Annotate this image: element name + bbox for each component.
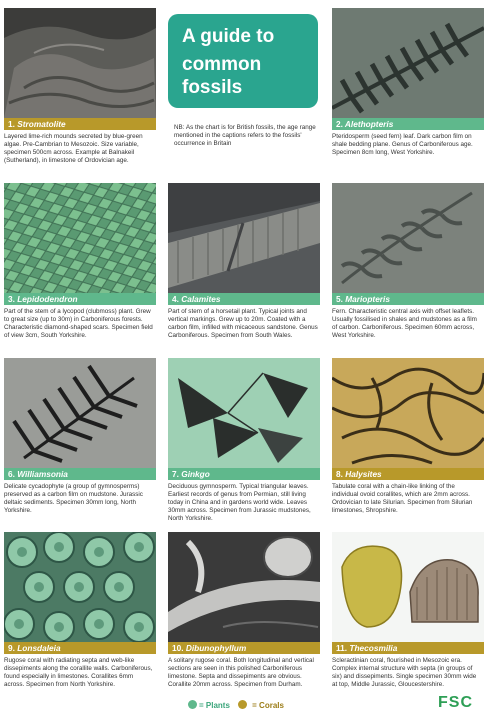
- fossil-card-halysites: [332, 358, 484, 515]
- fossil-description: Delicate cycadophyte (a group of gymnosperms) preserved as a carbon film on mudstone. Jurassic deltaic sediments. Specimen 30mm long, North Yorkshire.: [4, 483, 143, 514]
- fossil-name: Dibunophyllum: [185, 643, 247, 653]
- fossil-card-mariopteris: [332, 183, 484, 340]
- fossil-photo-thecosmilia: [332, 532, 484, 642]
- fossil-name: Alethopteris: [344, 119, 394, 129]
- plants-dot-icon: [188, 700, 197, 709]
- fossil-name: Halysites: [345, 469, 382, 479]
- title-line-3: fossils: [182, 77, 243, 98]
- fossil-number: 2.: [336, 119, 343, 129]
- fossil-number: 3.: [8, 294, 15, 304]
- title-box: [168, 14, 318, 108]
- fossil-description: Pteridosperm (seed fern) leaf. Dark carbon film on shale bedding plane. Genus of Carboniferous age. Specimen 8cm long, West Yorkshire.: [332, 133, 473, 156]
- fossil-photo-alethopteris: [332, 8, 484, 118]
- fossil-description: Part of the stem of a lycopod (clubmoss) plant. Grew to great size (up to 30m) in Carboniferous forests. Characteristic diamond-shaped scars. Specimen field of view 3cm, South Yorkshire.: [4, 308, 153, 339]
- fossil-description: Layered lime-rich mounds secreted by blue-green algae. Pre-Cambrian to Mesozoic. Size variable, specimen 500cm across. Example at Balnakeil (Sutherland), in limestone of Ordovician age.: [4, 133, 143, 164]
- british-fossils-note: NB: As the chart is for British fossils, the age range mentioned in the captions refers to the fossils' occurrence in Britain: [174, 124, 316, 147]
- fossil-caption-bar: [168, 468, 320, 480]
- fossil-description: Part of stem of a horsetail plant. Typical joints and vertical markings. Grew up to 20m. Coated with a carbon film, infilled with micaceous sandstone. Genus Carboniferous. Specimen from South Wales.: [168, 308, 318, 339]
- fossil-name: Lonsdaleia: [17, 643, 61, 653]
- fossil-description: Tabulate coral with a chain-like linking of the individual ovoid corallites, which are 2mm across. Ordovician to late Silurian. Specimen from Silurian limestones, Shropshire.: [332, 483, 473, 514]
- fossil-number: 11.: [336, 643, 348, 653]
- fossil-card-calamites: [168, 183, 320, 340]
- fossil-description: A solitary rugose coral. Both longitudinal and vertical sections are seen in this polished Carboniferous limestone. Septa and dissepiments are obvious. Corallite 20mm across. Specimen from Durham.: [168, 657, 314, 688]
- fossil-photo-halysites: [332, 358, 484, 468]
- fossil-caption-bar: [4, 468, 156, 480]
- fossil-number: 6.: [8, 469, 15, 479]
- fossil-photo-mariopteris: [332, 183, 484, 293]
- fossil-caption-bar: [168, 293, 320, 305]
- fossil-photo-lonsdaleia: [4, 532, 156, 642]
- fossil-number: 5.: [336, 294, 343, 304]
- fossil-number: 8.: [336, 469, 343, 479]
- fossil-card-stromatolite: [4, 8, 156, 165]
- fossil-card-lonsdaleia: [4, 532, 156, 689]
- fossil-photo-lepidodendron: [4, 183, 156, 293]
- fossil-description: Scleractinian coral, flourished in Mesozoic era. Complex internal structure with septa (in groups of six) and dissepiments. Single specimen 30mm wide at top, Middle Jurassic, Gloucestershire.: [332, 657, 477, 688]
- fossil-name: Lepidodendron: [17, 294, 78, 304]
- fossil-number: 10.: [172, 643, 184, 653]
- fossil-caption-bar: [332, 118, 484, 130]
- fossil-number: 4.: [172, 294, 179, 304]
- fossil-description: Fern. Characteristic central axis with offset leaflets. Usually fossilised in shales and mudstones as a film of carbon. Carboniferous. Specimen 60mm across, West Yorkshire.: [332, 308, 477, 339]
- fossil-name: Thecosmilia: [349, 643, 398, 653]
- fossil-photo-stromatolite: [4, 8, 156, 118]
- fossil-number: 1.: [8, 119, 15, 129]
- corals-dot-icon: [238, 700, 247, 709]
- fsc-logo: FSC: [438, 694, 473, 711]
- fossil-card-thecosmilia: [332, 532, 484, 689]
- fossil-caption-bar: [332, 642, 484, 654]
- fossil-card-ginkgo: [168, 358, 320, 523]
- fossil-description: Rugose coral with radiating septa and web-like dissepiments along the corallite walls. Carboniferous, found especially in limestones. Corallites 6mm across. Specimen from North Yorkshire.: [4, 657, 153, 688]
- fossil-caption-bar: [168, 642, 320, 654]
- fossil-caption-bar: [332, 293, 484, 305]
- fossil-name: Ginkgo: [181, 469, 210, 479]
- fossil-card-alethopteris: [332, 8, 484, 157]
- fossil-card-lepidodendron: [4, 183, 156, 340]
- fossil-caption-bar: [332, 468, 484, 480]
- fossil-caption-bar: [4, 118, 156, 130]
- fossil-description: Deciduous gymnosperm. Typical triangular leaves. Earliest records of genus from Permian, still living today in China and in gardens world wide. Leaves 30mm across. Specimen from Jurassic mudstones, North Yorkshire.: [168, 483, 311, 522]
- legend: [188, 700, 284, 712]
- fossil-number: 7.: [172, 469, 179, 479]
- legend-corals: = Corals: [252, 701, 284, 710]
- fossil-name: Calamites: [181, 294, 221, 304]
- fossil-card-williamsonia: [4, 358, 156, 515]
- fossil-card-dibunophyllum: [168, 532, 320, 689]
- fossil-name: Williamsonia: [17, 469, 68, 479]
- fossil-photo-williamsonia: [4, 358, 156, 468]
- title-line-2: common: [182, 54, 262, 75]
- title-line-1: A guide to: [182, 26, 275, 47]
- fossil-name: Stromatolite: [17, 119, 66, 129]
- fossil-number: 9.: [8, 643, 15, 653]
- fossil-caption-bar: [4, 293, 156, 305]
- fossil-photo-calamites: [168, 183, 320, 293]
- legend-plants: = Plants: [199, 701, 230, 710]
- fossil-photo-ginkgo: [168, 358, 320, 468]
- fossil-photo-dibunophyllum: [168, 532, 320, 642]
- fossil-name: Mariopteris: [345, 294, 390, 304]
- fossil-caption-bar: [4, 642, 156, 654]
